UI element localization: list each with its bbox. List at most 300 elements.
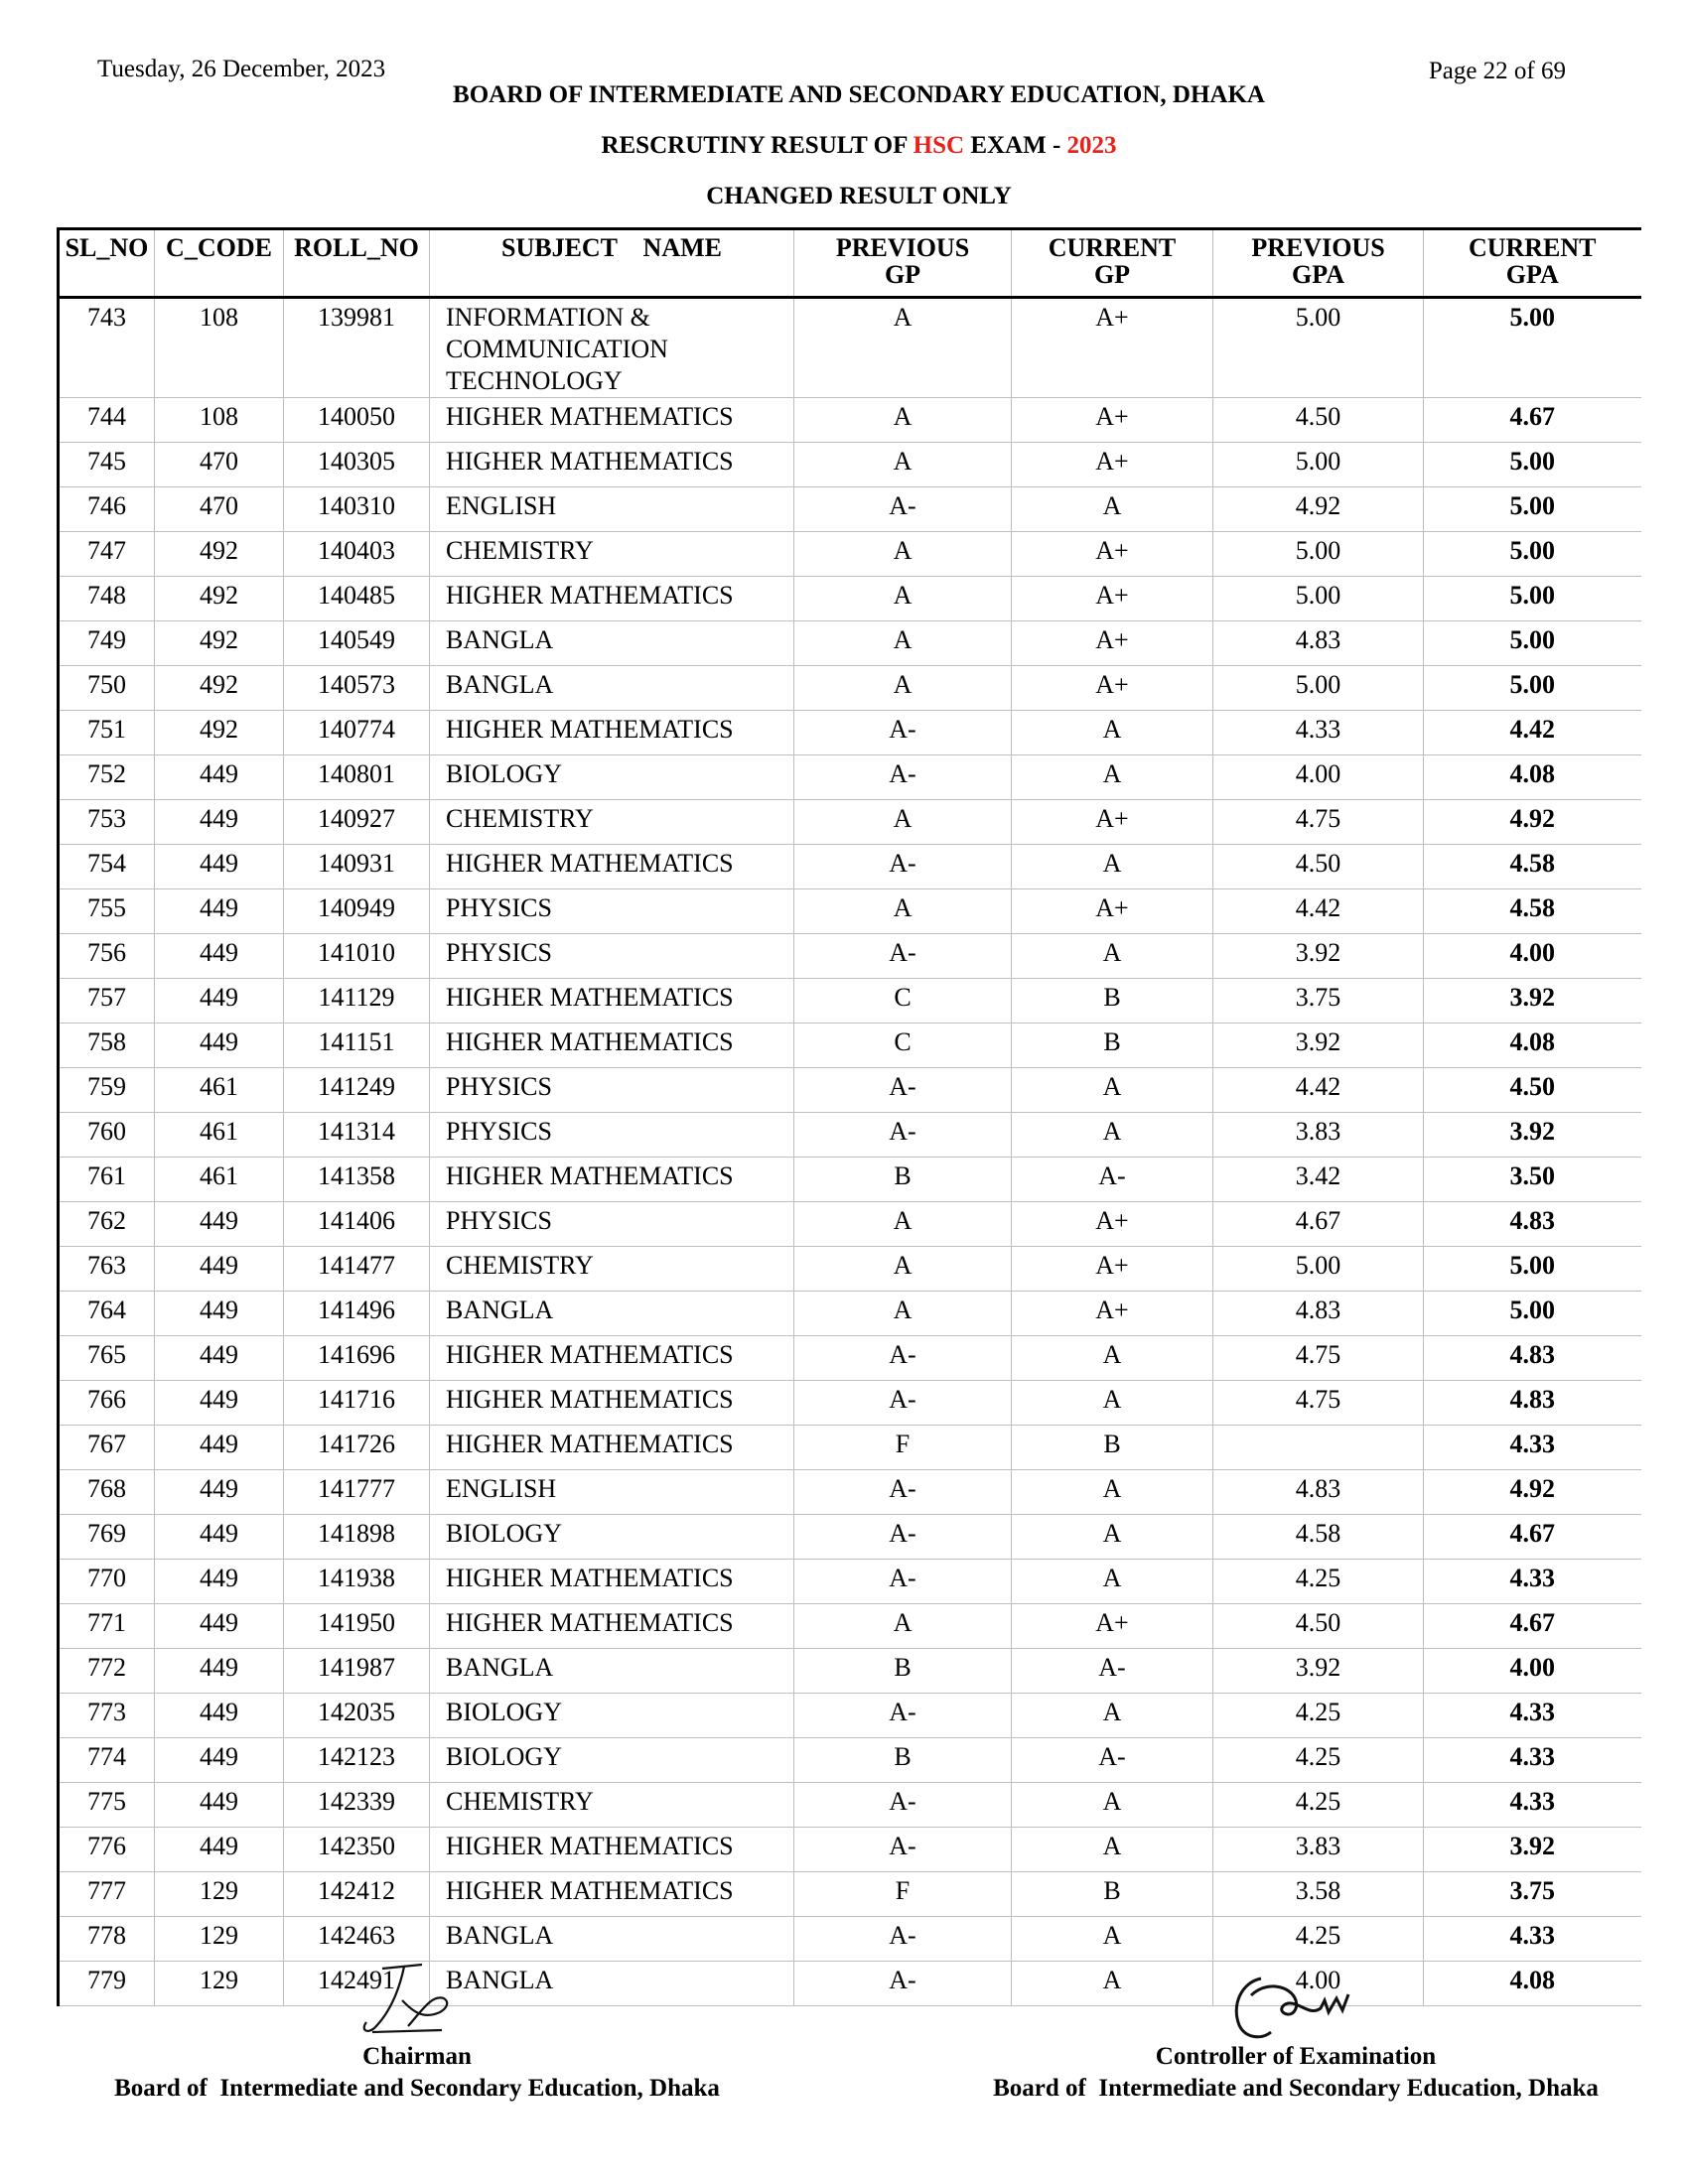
roll-no-cell: 140485	[284, 577, 430, 621]
sl-no-cell: 753	[59, 800, 155, 845]
col-header-current-gp: CURRENT GP	[1012, 229, 1213, 298]
previous-gpa-cell: 4.75	[1213, 1381, 1424, 1426]
controller-title: Controller of Examination	[1155, 2043, 1437, 2070]
previous-gp-cell: A-	[794, 1336, 1012, 1381]
controller-signature	[1221, 1961, 1370, 2050]
previous-gp-cell: A	[794, 800, 1012, 845]
current-gp-cell: A+	[1012, 1202, 1213, 1247]
previous-gpa-cell: 4.25	[1213, 1694, 1424, 1738]
previous-gpa-cell: 5.00	[1213, 577, 1424, 621]
sl-no-cell: 761	[59, 1158, 155, 1202]
current-gp-cell: A	[1012, 1694, 1213, 1738]
previous-gp-cell: B	[794, 1649, 1012, 1694]
table-row	[59, 755, 1641, 800]
sl-no-cell: 751	[59, 711, 155, 755]
current-gpa-cell: 4.42	[1424, 711, 1641, 755]
sl-no-cell: 743	[59, 298, 155, 398]
sl-no-cell: 755	[59, 889, 155, 934]
subject-cell: BIOLOGY	[430, 1694, 794, 1738]
current-gpa-cell: 4.67	[1424, 1604, 1641, 1649]
current-gpa-cell: 4.83	[1424, 1202, 1641, 1247]
previous-gp-cell: B	[794, 1738, 1012, 1783]
previous-gp-cell: A	[794, 621, 1012, 666]
sl-no-cell: 766	[59, 1381, 155, 1426]
previous-gpa-cell: 4.33	[1213, 711, 1424, 755]
current-gp-cell: A	[1012, 1917, 1213, 1962]
subject-cell: BIOLOGY	[430, 755, 794, 800]
previous-gpa-cell: 3.92	[1213, 1649, 1424, 1694]
subject-cell: ENGLISH	[430, 1470, 794, 1515]
current-gp-cell: A	[1012, 1113, 1213, 1158]
roll-no-cell: 141151	[284, 1024, 430, 1068]
current-gpa-cell: 4.33	[1424, 1694, 1641, 1738]
current-gp-cell: B	[1012, 1426, 1213, 1470]
current-gp-cell: B	[1012, 1024, 1213, 1068]
subject-cell: HIGHER MATHEMATICS	[430, 1024, 794, 1068]
table-row	[59, 1828, 1641, 1872]
sl-no-cell: 777	[59, 1872, 155, 1917]
current-gpa-cell: 3.92	[1424, 979, 1641, 1024]
current-gp-cell: A	[1012, 845, 1213, 889]
previous-gpa-cell: 4.25	[1213, 1560, 1424, 1604]
current-gpa-cell: 4.83	[1424, 1381, 1641, 1426]
table-row	[59, 1113, 1641, 1158]
current-gp-cell: A	[1012, 1962, 1213, 2006]
sl-no-cell: 765	[59, 1336, 155, 1381]
roll-no-cell: 139981	[284, 298, 430, 398]
current-gpa-cell: 4.00	[1424, 1649, 1641, 1694]
previous-gpa-cell: 4.75	[1213, 1336, 1424, 1381]
current-gp-cell: A+	[1012, 443, 1213, 487]
current-gpa-cell: 4.92	[1424, 800, 1641, 845]
c-code-cell: 449	[155, 1336, 284, 1381]
subject-cell: HIGHER MATHEMATICS	[430, 1336, 794, 1381]
c-code-cell: 449	[155, 1560, 284, 1604]
col-header-previous-gp: PREVIOUS GP	[794, 229, 1012, 298]
previous-gp-cell: F	[794, 1426, 1012, 1470]
previous-gp-cell: A	[794, 889, 1012, 934]
sl-no-cell: 770	[59, 1560, 155, 1604]
subject-cell: HIGHER MATHEMATICS	[430, 1381, 794, 1426]
roll-no-cell: 140931	[284, 845, 430, 889]
subject-cell: HIGHER MATHEMATICS	[430, 711, 794, 755]
previous-gp-cell: A-	[794, 711, 1012, 755]
current-gp-cell: A+	[1012, 577, 1213, 621]
current-gp-cell: A-	[1012, 1649, 1213, 1694]
current-gpa-cell: 5.00	[1424, 577, 1641, 621]
sl-no-cell: 747	[59, 532, 155, 577]
current-gp-cell: A	[1012, 1068, 1213, 1113]
sl-no-cell: 756	[59, 934, 155, 979]
current-gp-cell: A+	[1012, 398, 1213, 443]
c-code-cell: 449	[155, 755, 284, 800]
sl-no-cell: 748	[59, 577, 155, 621]
previous-gpa-cell: 5.00	[1213, 666, 1424, 711]
sl-no-cell: 759	[59, 1068, 155, 1113]
previous-gp-cell: A-	[794, 1113, 1012, 1158]
table-row	[59, 398, 1641, 443]
previous-gpa-cell: 3.58	[1213, 1872, 1424, 1917]
changed-result-heading: CHANGED RESULT ONLY	[706, 183, 1012, 209]
roll-no-cell: 141496	[284, 1292, 430, 1336]
col-header-previous-gpa: PREVIOUS GPA	[1213, 229, 1424, 298]
c-code-cell: 461	[155, 1158, 284, 1202]
table-row	[59, 1024, 1641, 1068]
previous-gpa-cell: 4.00	[1213, 755, 1424, 800]
previous-gpa-cell: 3.83	[1213, 1113, 1424, 1158]
previous-gpa-cell	[1213, 1426, 1424, 1470]
controller-block	[928, 2041, 1663, 2105]
current-gpa-cell: 4.83	[1424, 1336, 1641, 1381]
subject-cell: ENGLISH	[430, 487, 794, 532]
table-row	[59, 1604, 1641, 1649]
current-gp-cell: A	[1012, 1470, 1213, 1515]
previous-gpa-cell: 5.00	[1213, 532, 1424, 577]
current-gp-cell: B	[1012, 1872, 1213, 1917]
roll-no-cell: 140549	[284, 621, 430, 666]
c-code-cell: 129	[155, 1917, 284, 1962]
current-gp-cell: A	[1012, 487, 1213, 532]
table-row	[59, 1158, 1641, 1202]
roll-no-cell: 142035	[284, 1694, 430, 1738]
roll-no-cell: 141358	[284, 1158, 430, 1202]
roll-no-cell: 141477	[284, 1247, 430, 1292]
roll-no-cell: 142412	[284, 1872, 430, 1917]
previous-gpa-cell: 4.42	[1213, 889, 1424, 934]
table-row	[59, 443, 1641, 487]
roll-no-cell: 140949	[284, 889, 430, 934]
roll-no-cell: 140305	[284, 443, 430, 487]
previous-gp-cell: B	[794, 1158, 1012, 1202]
c-code-cell: 449	[155, 1738, 284, 1783]
roll-no-cell: 140310	[284, 487, 430, 532]
current-gp-cell: A	[1012, 1515, 1213, 1560]
subject-cell: PHYSICS	[430, 1113, 794, 1158]
current-gp-cell: A	[1012, 1783, 1213, 1828]
previous-gpa-cell: 4.92	[1213, 487, 1424, 532]
subject-cell: HIGHER MATHEMATICS	[430, 577, 794, 621]
roll-no-cell: 142491	[284, 1962, 430, 2006]
previous-gp-cell: A-	[794, 1783, 1012, 1828]
table-row	[59, 666, 1641, 711]
previous-gpa-cell: 4.00	[1213, 1962, 1424, 2006]
table-row	[59, 1515, 1641, 1560]
table-row	[59, 889, 1641, 934]
c-code-cell: 492	[155, 666, 284, 711]
roll-no-cell: 142339	[284, 1783, 430, 1828]
table-row	[59, 1694, 1641, 1738]
exam-year: 2023	[1066, 132, 1117, 159]
subject-cell: BANGLA	[430, 666, 794, 711]
previous-gpa-cell: 3.83	[1213, 1828, 1424, 1872]
page-number: Page 22 of 69	[1428, 58, 1566, 84]
subject-cell: HIGHER MATHEMATICS	[430, 443, 794, 487]
current-gpa-cell: 5.00	[1424, 487, 1641, 532]
board-title: BOARD OF INTERMEDIATE AND SECONDARY EDUCATION, DHAKA	[453, 81, 1265, 108]
previous-gp-cell: A	[794, 1247, 1012, 1292]
current-gpa-cell: 5.00	[1424, 1292, 1641, 1336]
c-code-cell: 449	[155, 1292, 284, 1336]
roll-no-cell: 141010	[284, 934, 430, 979]
roll-no-cell: 141249	[284, 1068, 430, 1113]
roll-no-cell: 140573	[284, 666, 430, 711]
c-code-cell: 449	[155, 845, 284, 889]
roll-no-cell: 140050	[284, 398, 430, 443]
sl-no-cell: 757	[59, 979, 155, 1024]
sl-no-cell: 771	[59, 1604, 155, 1649]
sl-no-cell: 764	[59, 1292, 155, 1336]
previous-gpa-cell: 4.58	[1213, 1515, 1424, 1560]
previous-gp-cell: A-	[794, 487, 1012, 532]
sl-no-cell: 767	[59, 1426, 155, 1470]
previous-gp-cell: A-	[794, 1068, 1012, 1113]
previous-gp-cell: A	[794, 398, 1012, 443]
previous-gp-cell: A	[794, 532, 1012, 577]
c-code-cell: 470	[155, 487, 284, 532]
previous-gp-cell: C	[794, 979, 1012, 1024]
c-code-cell: 449	[155, 979, 284, 1024]
c-code-cell: 461	[155, 1068, 284, 1113]
previous-gp-cell: A	[794, 1292, 1012, 1336]
subject-cell: CHEMISTRY	[430, 532, 794, 577]
previous-gpa-cell: 4.67	[1213, 1202, 1424, 1247]
c-code-cell: 449	[155, 1381, 284, 1426]
current-gpa-cell: 5.00	[1424, 298, 1641, 398]
sl-no-cell: 763	[59, 1247, 155, 1292]
current-gpa-cell: 4.33	[1424, 1560, 1641, 1604]
subject-cell: BANGLA	[430, 1292, 794, 1336]
subject-cell: HIGHER MATHEMATICS	[430, 1872, 794, 1917]
current-gpa-cell: 3.50	[1424, 1158, 1641, 1202]
previous-gpa-cell: 3.92	[1213, 1024, 1424, 1068]
col-header-c-code: C_CODE	[155, 229, 284, 298]
subject-cell: PHYSICS	[430, 889, 794, 934]
current-gp-cell: A+	[1012, 889, 1213, 934]
current-gpa-cell: 3.92	[1424, 1113, 1641, 1158]
subject-cell: BIOLOGY	[430, 1738, 794, 1783]
subject-cell: PHYSICS	[430, 934, 794, 979]
sl-no-cell: 758	[59, 1024, 155, 1068]
current-gp-cell: A	[1012, 1381, 1213, 1426]
table-row	[59, 711, 1641, 755]
roll-no-cell: 141129	[284, 979, 430, 1024]
sl-no-cell: 769	[59, 1515, 155, 1560]
roll-no-cell: 140801	[284, 755, 430, 800]
current-gpa-cell: 5.00	[1424, 621, 1641, 666]
current-gp-cell: A	[1012, 1560, 1213, 1604]
current-gp-cell: A	[1012, 1828, 1213, 1872]
table-row	[59, 1426, 1641, 1470]
subject-cell: HIGHER MATHEMATICS	[430, 979, 794, 1024]
current-gpa-cell: 4.33	[1424, 1426, 1641, 1470]
current-gpa-cell: 5.00	[1424, 532, 1641, 577]
previous-gpa-cell: 4.50	[1213, 845, 1424, 889]
c-code-cell: 492	[155, 577, 284, 621]
subject-cell: BANGLA	[430, 1649, 794, 1694]
table-row	[59, 621, 1641, 666]
previous-gpa-cell: 4.83	[1213, 1292, 1424, 1336]
previous-gpa-cell: 4.50	[1213, 398, 1424, 443]
table-row	[59, 1247, 1641, 1292]
col-header-current-gpa: CURRENT GPA	[1424, 229, 1641, 298]
subject-cell: BANGLA	[430, 1962, 794, 2006]
c-code-cell: 129	[155, 1962, 284, 2006]
roll-no-cell: 142123	[284, 1738, 430, 1783]
current-gp-cell: A	[1012, 711, 1213, 755]
previous-gpa-cell: 4.75	[1213, 800, 1424, 845]
current-gpa-cell: 4.58	[1424, 845, 1641, 889]
current-gp-cell: A+	[1012, 298, 1213, 398]
previous-gpa-cell: 4.50	[1213, 1604, 1424, 1649]
previous-gp-cell: A	[794, 443, 1012, 487]
previous-gp-cell: A-	[794, 755, 1012, 800]
col-header-subject-name: SUBJECT NAME	[430, 229, 794, 298]
previous-gp-cell: A-	[794, 1917, 1012, 1962]
sl-no-cell: 779	[59, 1962, 155, 2006]
previous-gp-cell: A-	[794, 1828, 1012, 1872]
c-code-cell: 492	[155, 711, 284, 755]
current-gp-cell: A-	[1012, 1158, 1213, 1202]
previous-gpa-cell: 5.00	[1213, 443, 1424, 487]
table-row	[59, 1738, 1641, 1783]
sl-no-cell: 776	[59, 1828, 155, 1872]
c-code-cell: 449	[155, 934, 284, 979]
result-title	[15, 132, 1688, 160]
current-gpa-cell: 3.75	[1424, 1872, 1641, 1917]
subject-cell: PHYSICS	[430, 1068, 794, 1113]
roll-no-cell: 140403	[284, 532, 430, 577]
c-code-cell: 492	[155, 621, 284, 666]
previous-gp-cell: A-	[794, 1381, 1012, 1426]
previous-gp-cell: F	[794, 1872, 1012, 1917]
result-title-mid: EXAM -	[964, 132, 1067, 159]
sl-no-cell: 749	[59, 621, 155, 666]
roll-no-cell: 141987	[284, 1649, 430, 1694]
c-code-cell: 449	[155, 1783, 284, 1828]
current-gp-cell: A+	[1012, 666, 1213, 711]
sl-no-cell: 768	[59, 1470, 155, 1515]
col-header-sl-no: SL_NO	[59, 229, 155, 298]
current-gpa-cell: 4.08	[1424, 1024, 1641, 1068]
current-gp-cell: A+	[1012, 1247, 1213, 1292]
roll-no-cell: 141716	[284, 1381, 430, 1426]
c-code-cell: 449	[155, 1202, 284, 1247]
c-code-cell: 449	[155, 889, 284, 934]
current-gpa-cell: 4.50	[1424, 1068, 1641, 1113]
previous-gp-cell: A	[794, 577, 1012, 621]
roll-no-cell: 141777	[284, 1470, 430, 1515]
subject-cell: BIOLOGY	[430, 1515, 794, 1560]
c-code-cell: 449	[155, 1828, 284, 1872]
previous-gpa-cell: 4.25	[1213, 1917, 1424, 1962]
current-gpa-cell: 5.00	[1424, 443, 1641, 487]
table-row	[59, 1381, 1641, 1426]
previous-gp-cell: A-	[794, 934, 1012, 979]
table-row	[59, 1202, 1641, 1247]
print-date: Tuesday, 26 December, 2023	[97, 56, 386, 82]
table-row	[59, 1068, 1641, 1113]
c-code-cell: 461	[155, 1113, 284, 1158]
subject-cell: HIGHER MATHEMATICS	[430, 1426, 794, 1470]
table-row	[59, 1560, 1641, 1604]
previous-gp-cell: A-	[794, 1515, 1012, 1560]
previous-gpa-cell: 4.25	[1213, 1738, 1424, 1783]
previous-gp-cell: A	[794, 298, 1012, 398]
results-body	[59, 298, 1641, 2006]
c-code-cell: 449	[155, 1604, 284, 1649]
table-row	[59, 934, 1641, 979]
current-gp-cell: A+	[1012, 532, 1213, 577]
c-code-cell: 449	[155, 800, 284, 845]
current-gp-cell: B	[1012, 979, 1213, 1024]
c-code-cell: 449	[155, 1247, 284, 1292]
previous-gp-cell: A-	[794, 1962, 1012, 2006]
current-gp-cell: A+	[1012, 1604, 1213, 1649]
previous-gpa-cell: 4.25	[1213, 1783, 1424, 1828]
previous-gp-cell: A	[794, 1604, 1012, 1649]
c-code-cell: 449	[155, 1694, 284, 1738]
current-gp-cell: A	[1012, 1336, 1213, 1381]
c-code-cell: 470	[155, 443, 284, 487]
c-code-cell: 449	[155, 1649, 284, 1694]
col-header-roll-no: ROLL_NO	[284, 229, 430, 298]
c-code-cell: 129	[155, 1872, 284, 1917]
subject-cell: BANGLA	[430, 621, 794, 666]
current-gpa-cell: 4.08	[1424, 755, 1641, 800]
current-gp-cell: A+	[1012, 1292, 1213, 1336]
previous-gp-cell: A-	[794, 845, 1012, 889]
table-row	[59, 1292, 1641, 1336]
table-row	[59, 298, 1641, 398]
current-gpa-cell: 4.58	[1424, 889, 1641, 934]
chairman-signature	[352, 1961, 462, 2040]
current-gpa-cell: 4.67	[1424, 1515, 1641, 1560]
previous-gp-cell: A	[794, 1202, 1012, 1247]
current-gpa-cell: 3.92	[1424, 1828, 1641, 1872]
subject-cell: INFORMATION & COMMUNICATION TECHNOLOGY	[430, 298, 794, 398]
exam-name: HSC	[913, 132, 965, 159]
roll-no-cell: 141898	[284, 1515, 430, 1560]
chairman-title: Chairman	[362, 2043, 472, 2070]
current-gp-cell: A+	[1012, 621, 1213, 666]
table-row	[59, 800, 1641, 845]
roll-no-cell: 141314	[284, 1113, 430, 1158]
subject-cell: HIGHER MATHEMATICS	[430, 1158, 794, 1202]
previous-gpa-cell: 4.42	[1213, 1068, 1424, 1113]
table-row	[59, 487, 1641, 532]
current-gpa-cell: 4.33	[1424, 1917, 1641, 1962]
previous-gpa-cell: 4.83	[1213, 1470, 1424, 1515]
current-gpa-cell: 4.67	[1424, 398, 1641, 443]
previous-gpa-cell: 3.42	[1213, 1158, 1424, 1202]
sl-no-cell: 772	[59, 1649, 155, 1694]
chairman-block	[60, 2041, 774, 2105]
current-gpa-cell: 4.00	[1424, 934, 1641, 979]
previous-gp-cell: A-	[794, 1470, 1012, 1515]
chairman-org: Board of Intermediate and Secondary Education, Dhaka	[114, 2075, 720, 2102]
roll-no-cell: 141406	[284, 1202, 430, 1247]
table-row	[59, 979, 1641, 1024]
previous-gp-cell: A-	[794, 1560, 1012, 1604]
sl-no-cell: 750	[59, 666, 155, 711]
previous-gpa-cell: 5.00	[1213, 298, 1424, 398]
previous-gp-cell: A	[794, 666, 1012, 711]
table-header-row	[59, 229, 1641, 298]
sl-no-cell: 775	[59, 1783, 155, 1828]
sl-no-cell: 760	[59, 1113, 155, 1158]
table-row	[59, 1872, 1641, 1917]
table-row	[59, 1962, 1641, 2006]
